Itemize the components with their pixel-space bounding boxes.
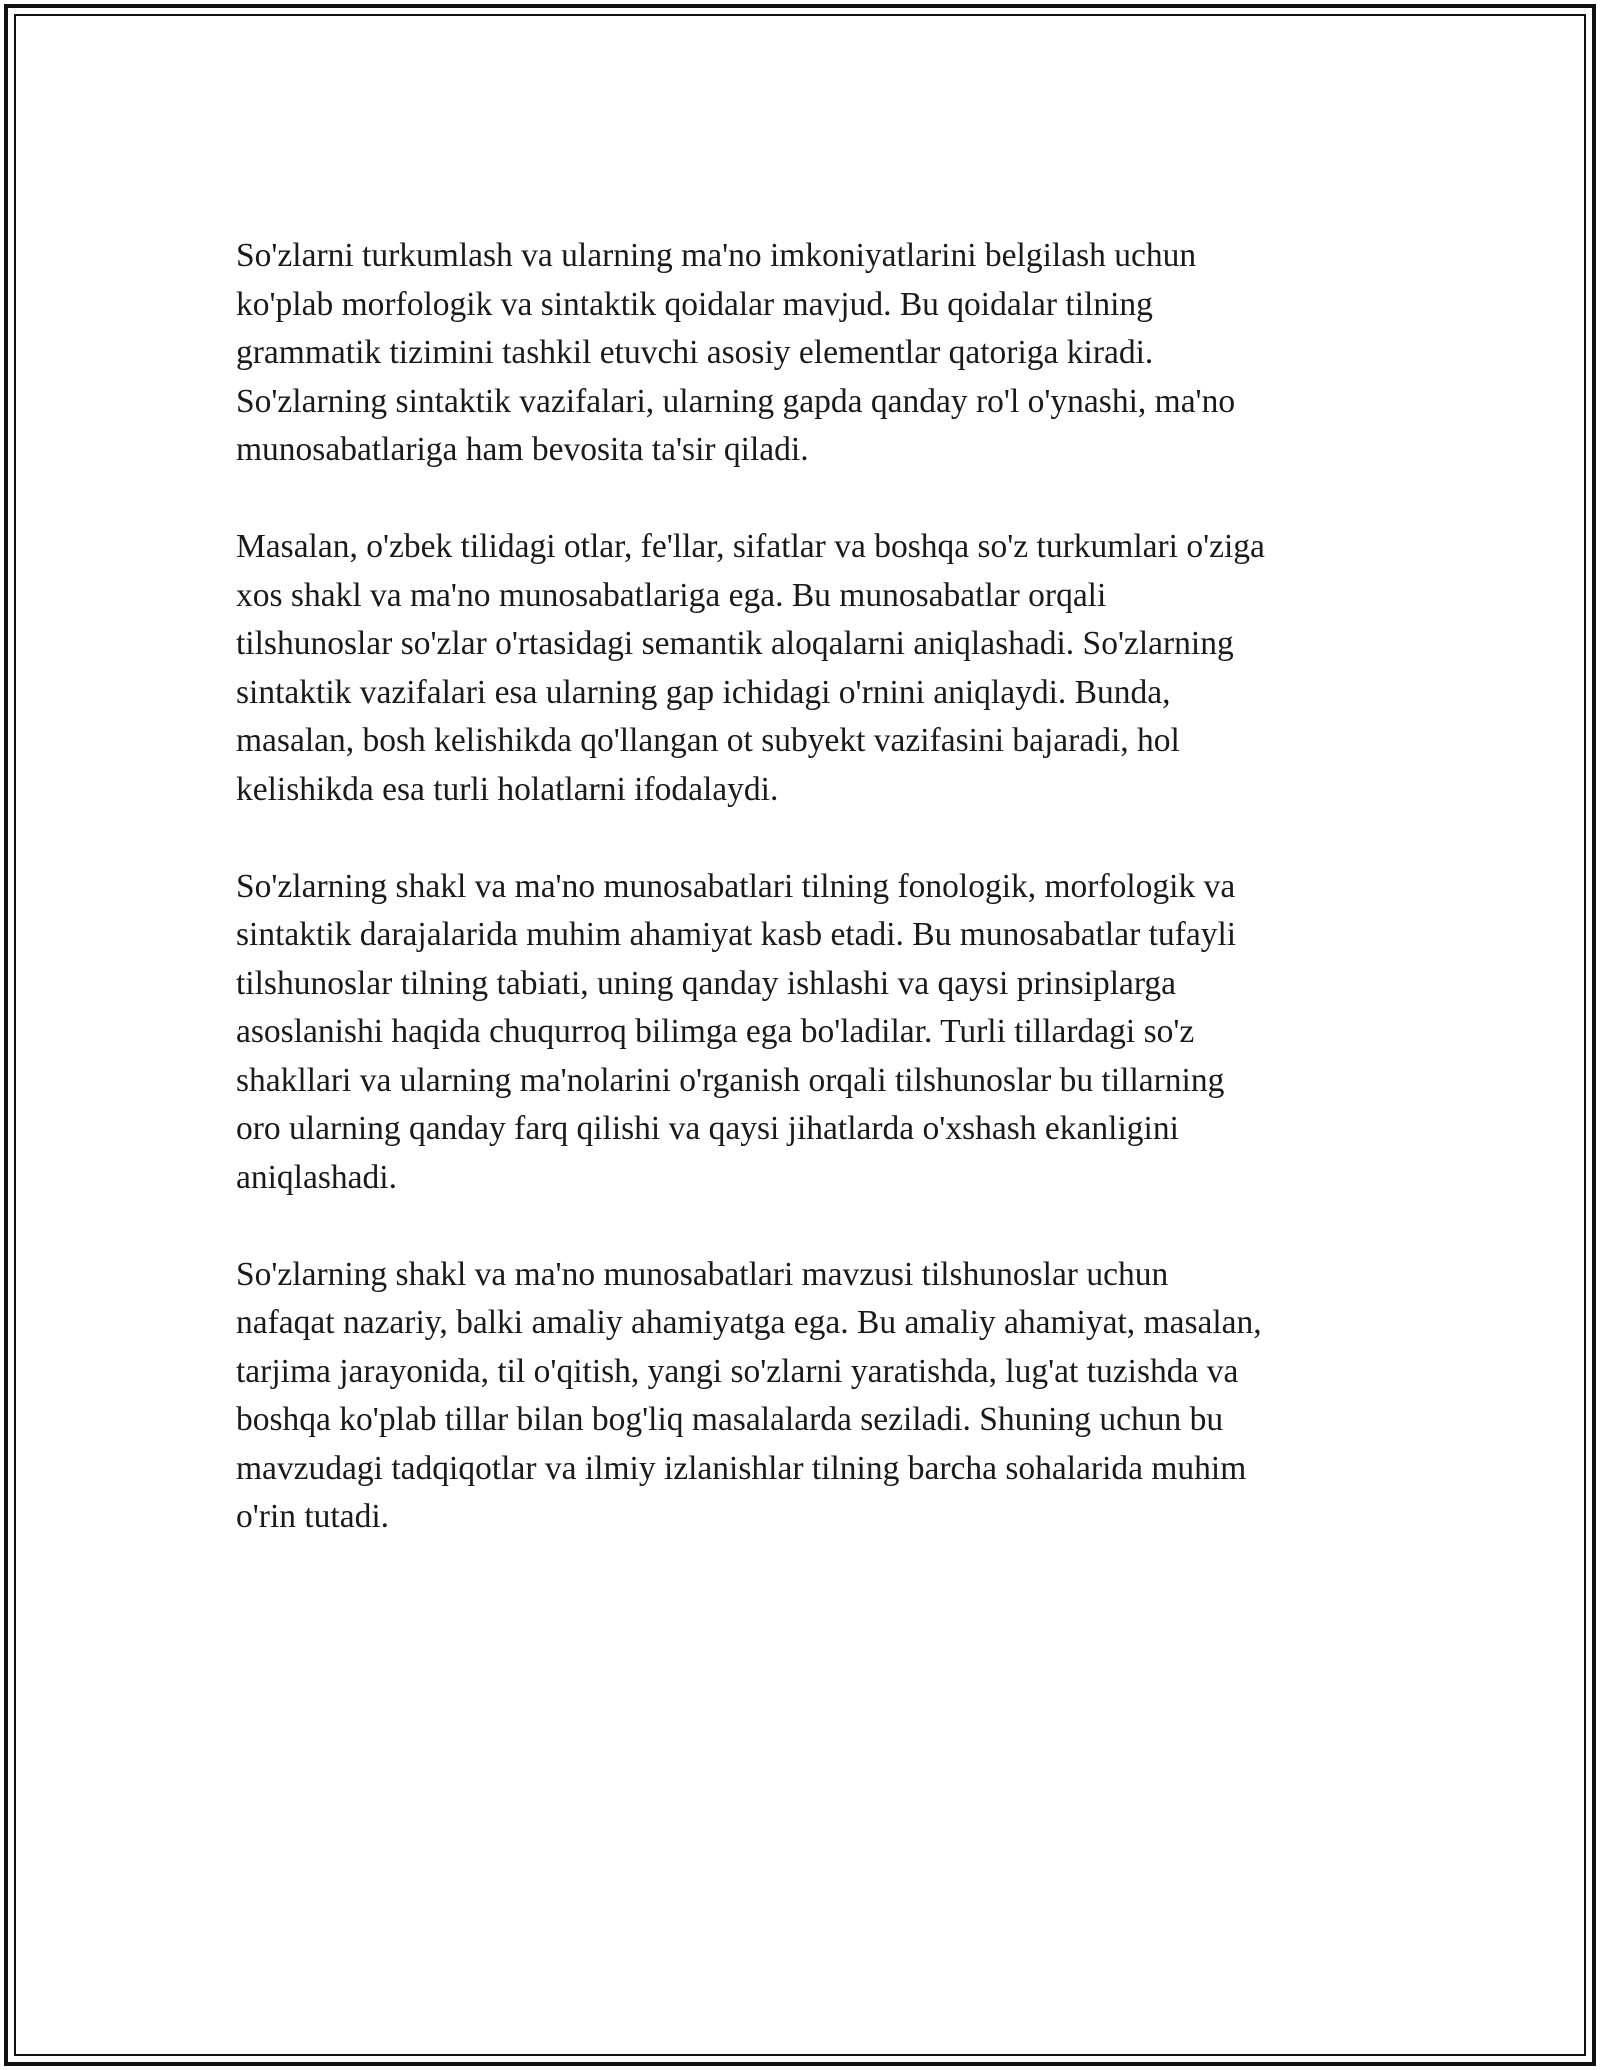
paragraph-4: So'zlarning shakl va ma'no munosabatlari mavzusi tilshunoslar uchun nafaqat nazariy, balki amaliy ahamiyatga ega. Bu amaliy ahamiyat, masalan, tarjima jarayonida, til o'qitish, yangi so'zlarni yaratishda, lug'at tuzishda va boshqa ko'plab tillar bilan bog'liq masalalarda seziladi. Shuning uchun bu mavzudagi tadqiqotlar va ilmiy izlanishlar tilning barcha sohalarida muhim o'rin tutadi.	[236, 1255, 1262, 1535]
paragraph-1: So'zlarni turkumlash va ularning ma'no imkoniyatlarini belgilash uchun ko'plab morfologik va sintaktik qoidalar mavjud. Bu qoidalar tilning grammatik tizimini tashkil etuvchi asosiy elementlar qatoriga kiradi. So'zlarning sintaktik vazifalari, ularning gapda qanday ro'l o'ynashi, ma'no munosabatlariga ham bevosita ta'sir qiladi.	[236, 237, 1236, 468]
paragraph-2: Masalan, o'zbek tilidagi otlar, fe'llar, sifatlar va boshqa so'z turkumlari o'ziga xos shakl va ma'no munosabatlariga ega. Bu munosabatlar orqali tilshunoslar so'zlar o'rtasidagi semantik aloqalarni aniqlashadi. So'zlarning sintaktik vazifalari esa ularning gap ichidagi o'rnini aniqlaydi. Bunda, masalan, bosh kelishikda qo'llangan ot subyekt vazifasini bajaradi, hol kelishikda esa turli holatlarni ifodalaydi.	[236, 528, 1265, 808]
paragraph-3: So'zlarning shakl va ma'no munosabatlari tilning fonologik, morfologik va sintaktik darajalarida muhim ahamiyat kasb etadi. Bu munosabatlar tufayli tilshunoslar tilning tabiati, uning qanday ishlashi va qaysi prinsiplarga asoslanishi haqida chuqurroq bilimga ega bo'ladilar. Turli tillardagi so'z shakllari va ularning ma'nolarini o'rganish orqali tilshunoslar bu tillarning oro ularning qanday farq qilishi va qaysi jihatlarda o'xshash ekanligini aniqlashadi.	[236, 867, 1237, 1196]
document-body	[236, 232, 1416, 1590]
